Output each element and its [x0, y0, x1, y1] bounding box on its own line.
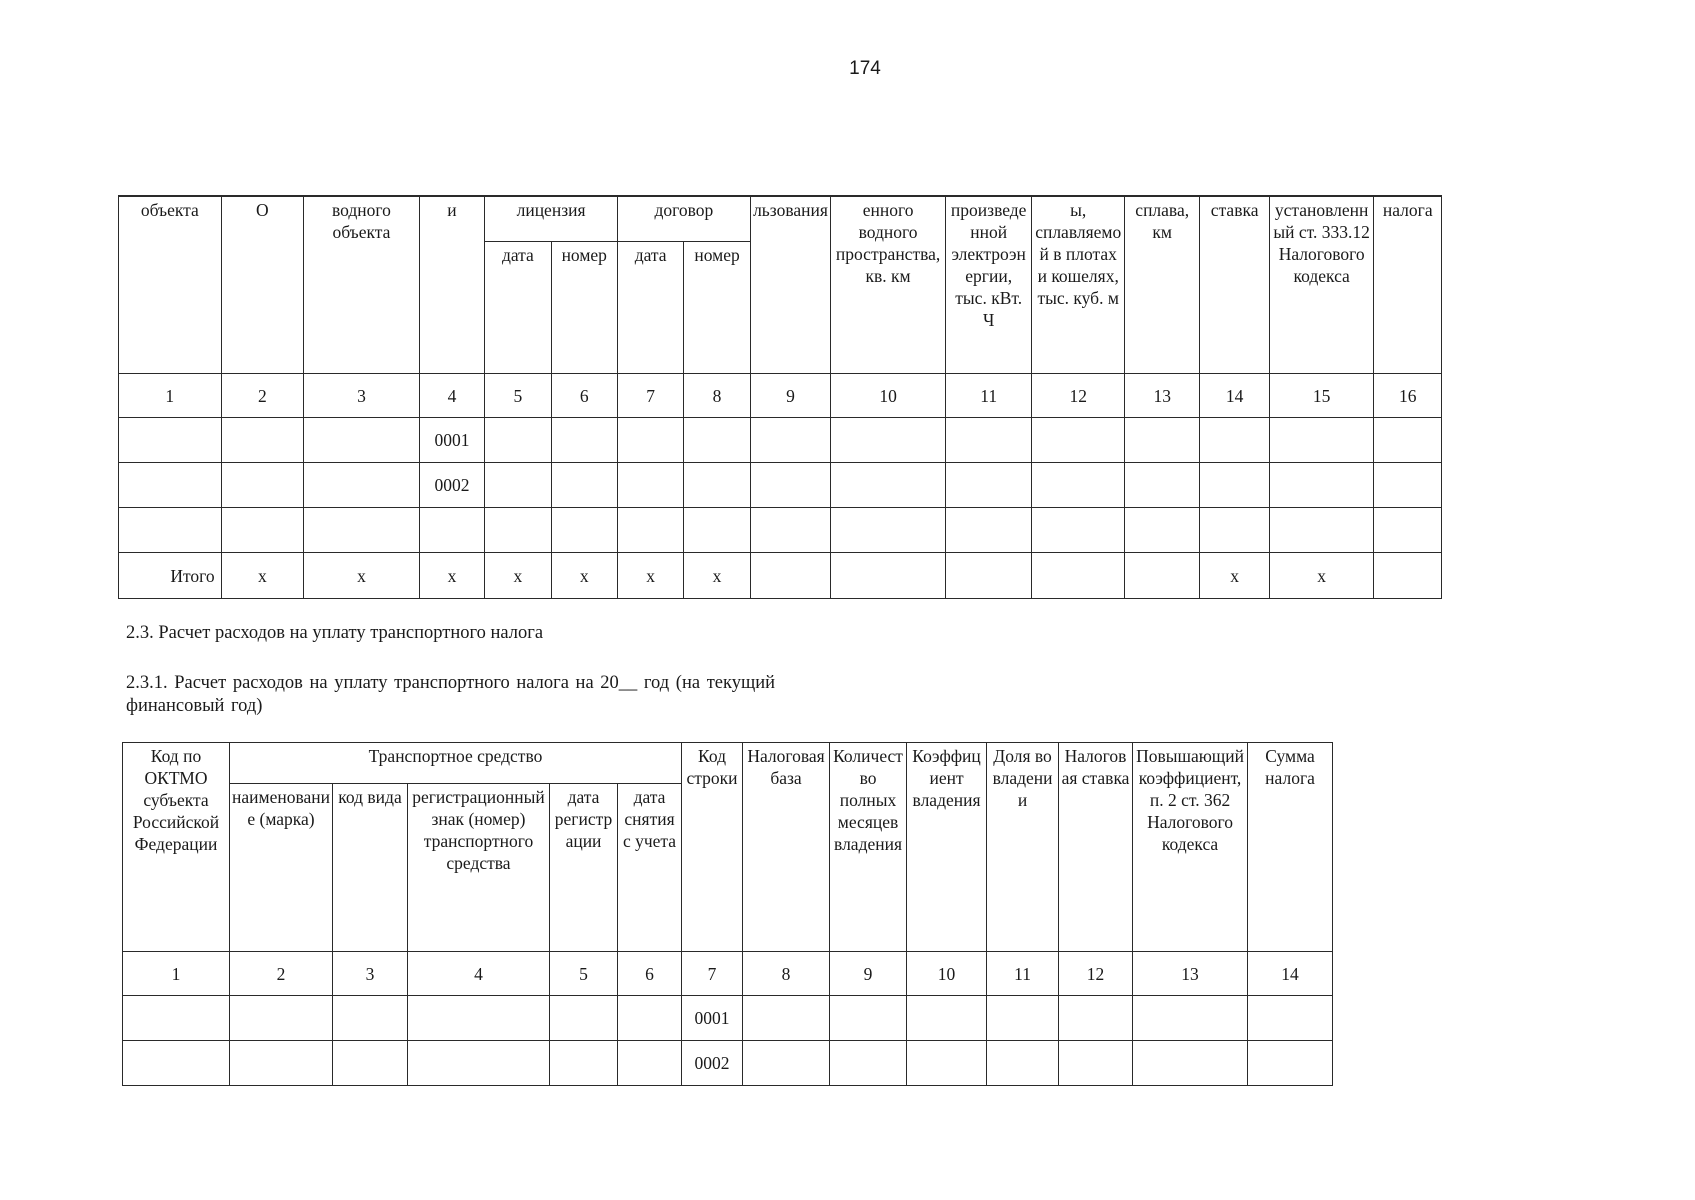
table-cell [550, 1041, 618, 1086]
table-cell [987, 996, 1059, 1041]
table1-colnum: 6 [551, 374, 617, 418]
total-x-mark: х [551, 553, 617, 599]
table-cell [945, 553, 1032, 599]
table1-total-row [119, 553, 1442, 599]
table-cell [1248, 1041, 1333, 1086]
table2-colnum: 11 [987, 952, 1059, 996]
table2-colnum: 8 [743, 952, 830, 996]
table2-header-type-code: код вида [333, 783, 408, 951]
table2-header-reg-date: дата регистрации [550, 783, 618, 951]
table1-header-license: лицензия [485, 196, 618, 241]
table-cell [333, 1041, 408, 1086]
table2-header-months: Количество полных месяцев владения [830, 743, 907, 952]
table-cell [1133, 1041, 1248, 1086]
table-row [123, 996, 1333, 1041]
table2-colnum: 7 [682, 952, 743, 996]
table-row [119, 463, 1442, 508]
table1-colnum: 5 [485, 374, 551, 418]
table-cell [987, 1041, 1059, 1086]
total-label: Итого [119, 553, 222, 599]
table-cell [831, 463, 946, 508]
row-code: 0001 [419, 418, 484, 463]
table1-colnum: 15 [1269, 374, 1374, 418]
table-cell [550, 996, 618, 1041]
table2-header-ownership-coef: Коэффициент владения [907, 743, 987, 952]
water-tax-table [118, 195, 1442, 599]
row-code: 0002 [419, 463, 484, 508]
table-cell [907, 996, 987, 1041]
table-cell [1269, 508, 1374, 553]
table-cell [830, 996, 907, 1041]
table-cell [684, 508, 750, 553]
table-cell [743, 1041, 830, 1086]
table-cell [684, 463, 750, 508]
table1-colnum: 13 [1124, 374, 1199, 418]
table-cell [831, 418, 946, 463]
table-cell [123, 1041, 230, 1086]
table-cell [1032, 553, 1125, 599]
table-cell [1374, 508, 1442, 553]
section-heading-2-3: 2.3. Расчет расходов на уплату транспортного налога [126, 623, 544, 643]
total-x-mark: х [1200, 553, 1269, 599]
table2-colnum: 14 [1248, 952, 1333, 996]
table1-colnum: 4 [419, 374, 484, 418]
table-cell [1032, 508, 1125, 553]
table-cell [945, 418, 1032, 463]
table1-license-number: номер [551, 241, 617, 373]
table-cell [1059, 1041, 1133, 1086]
table1-header-rate: ставка [1200, 196, 1269, 374]
table-cell [119, 463, 222, 508]
table1-colnum: 8 [684, 374, 750, 418]
table1-colnum: 1 [119, 374, 222, 418]
total-x-mark: х [1269, 553, 1374, 599]
table2-header-increasing-coef: Повышающий коэффициент, п. 2 ст. 362 Налогового кодекса [1133, 743, 1248, 952]
table-cell [1124, 508, 1199, 553]
table-cell [1124, 553, 1199, 599]
table1-contract-number: номер [684, 241, 750, 373]
table2-colnum: 13 [1133, 952, 1248, 996]
total-x-mark: х [419, 553, 484, 599]
table-cell [1200, 463, 1269, 508]
table2-header-name: наименование (марка) [230, 783, 333, 951]
table-cell [743, 996, 830, 1041]
table2-header-ownership-share: Доля во владении [987, 743, 1059, 952]
table1-colnum: 14 [1200, 374, 1269, 418]
table2-header-tax-rate: Налоговая ставка [1059, 743, 1133, 952]
table1-header-contract: договор [617, 196, 750, 241]
table-cell [618, 996, 682, 1041]
table-cell [1374, 553, 1442, 599]
table-cell [408, 996, 550, 1041]
table1-header-water-area: енного водного пространства, кв. км [831, 196, 946, 374]
table-cell [119, 508, 222, 553]
section-heading-2-3-1: 2.3.1. Расчет расходов на уплату транспортного налога на 20__ год (на текущий финансовый год) [126, 673, 776, 716]
table-cell [750, 418, 830, 463]
table1-header-c2: О [221, 196, 303, 374]
table2-header-reg-sign: регистрационный знак (номер) транспортного средства [408, 783, 550, 951]
table2-colnum: 4 [408, 952, 550, 996]
table-cell [1374, 463, 1442, 508]
table-cell [1269, 463, 1374, 508]
table-cell [221, 508, 303, 553]
table-cell [1059, 996, 1133, 1041]
table1-header-usage: льзования [750, 196, 830, 374]
table1-header-object: объекта [119, 196, 222, 374]
table-cell [750, 463, 830, 508]
table-cell [408, 1041, 550, 1086]
table-cell [123, 996, 230, 1041]
table2-colnum: 3 [333, 952, 408, 996]
table2-colnum: 6 [618, 952, 682, 996]
table2-colnum: 9 [830, 952, 907, 996]
table1-colnum: 16 [1374, 374, 1442, 418]
row-code: 0002 [682, 1041, 743, 1086]
table1-header-tax: налога [1374, 196, 1442, 374]
table-cell [1124, 418, 1199, 463]
table-cell [1032, 418, 1125, 463]
table1-header-established: установленный ст. 333.12 Налогового кодекса [1269, 196, 1374, 374]
table2-header-tax-base: Налоговая база [743, 743, 830, 952]
table-cell [945, 508, 1032, 553]
table1-column-numbers [119, 374, 1442, 418]
table-cell [304, 508, 420, 553]
total-x-mark: х [221, 553, 303, 599]
table-cell [830, 1041, 907, 1086]
table2-colnum: 1 [123, 952, 230, 996]
table-cell [1248, 996, 1333, 1041]
table1-contract-date: дата [617, 241, 683, 373]
table-cell [230, 996, 333, 1041]
table1-colnum: 9 [750, 374, 830, 418]
table2-header-line-code: Код строки [682, 743, 743, 952]
table1-license-date: дата [485, 241, 551, 373]
table2-colnum: 5 [550, 952, 618, 996]
total-x-mark: х [485, 553, 551, 599]
table-cell [684, 418, 750, 463]
table1-colnum: 10 [831, 374, 946, 418]
table1-header-c4: и [419, 196, 484, 374]
table-cell [419, 508, 484, 553]
row-code: 0001 [682, 996, 743, 1041]
table1-colnum: 2 [221, 374, 303, 418]
table-cell [485, 508, 551, 553]
page-number: 174 [849, 58, 881, 79]
table1-colnum: 12 [1032, 374, 1125, 418]
table1-header-electricity: произведенной электроэнергии, тыс. кВт. Ч [945, 196, 1032, 374]
table2-header-vehicle: Транспортное средство [230, 743, 682, 784]
table-row [119, 508, 1442, 553]
table-cell [304, 463, 420, 508]
table-cell [750, 508, 830, 553]
table-cell [1374, 418, 1442, 463]
table-cell [1133, 996, 1248, 1041]
table1-colnum: 3 [304, 374, 420, 418]
table-cell [618, 1041, 682, 1086]
table-cell [304, 418, 420, 463]
table2-colnum: 12 [1059, 952, 1133, 996]
table-row [123, 1041, 1333, 1086]
table2-header-row [123, 743, 1333, 784]
table-cell [551, 463, 617, 508]
table2-header-oktmo: Код по ОКТМО субъекта Российской Федерации [123, 743, 230, 952]
table1-header-water-object: водного объекта [304, 196, 420, 374]
table-cell [617, 508, 683, 553]
table-cell [230, 1041, 333, 1086]
table2-colnum: 10 [907, 952, 987, 996]
table-cell [551, 508, 617, 553]
table-cell [485, 463, 551, 508]
table1-header-rafting: сплава, км [1124, 196, 1199, 374]
total-x-mark: х [617, 553, 683, 599]
table-cell [551, 418, 617, 463]
table-cell [1032, 463, 1125, 508]
table-cell [831, 553, 946, 599]
table-cell [485, 418, 551, 463]
total-x-mark: х [304, 553, 420, 599]
table-cell [945, 463, 1032, 508]
table-cell [1269, 418, 1374, 463]
table2-header-tax-sum: Сумма налога [1248, 743, 1333, 952]
table2-header-dereg-date: дата снятия с учета [618, 783, 682, 951]
table-cell [750, 553, 830, 599]
table-cell [221, 418, 303, 463]
transport-tax-table [122, 742, 1333, 1086]
table1-colnum: 11 [945, 374, 1032, 418]
table-cell [119, 418, 222, 463]
table-cell [221, 463, 303, 508]
table1-header-row [119, 196, 1442, 241]
table-cell [1124, 463, 1199, 508]
total-x-mark: х [684, 553, 750, 599]
table1-colnum: 7 [617, 374, 683, 418]
table1-header-timber: ы, сплавляемой в плотах и кошелях, тыс. куб. м [1032, 196, 1125, 374]
table-cell [1200, 508, 1269, 553]
table-cell [831, 508, 946, 553]
table-row [119, 418, 1442, 463]
table-cell [333, 996, 408, 1041]
table2-column-numbers [123, 952, 1333, 996]
table2-colnum: 2 [230, 952, 333, 996]
table-cell [617, 418, 683, 463]
table-cell [907, 1041, 987, 1086]
table-cell [617, 463, 683, 508]
table-cell [1200, 418, 1269, 463]
